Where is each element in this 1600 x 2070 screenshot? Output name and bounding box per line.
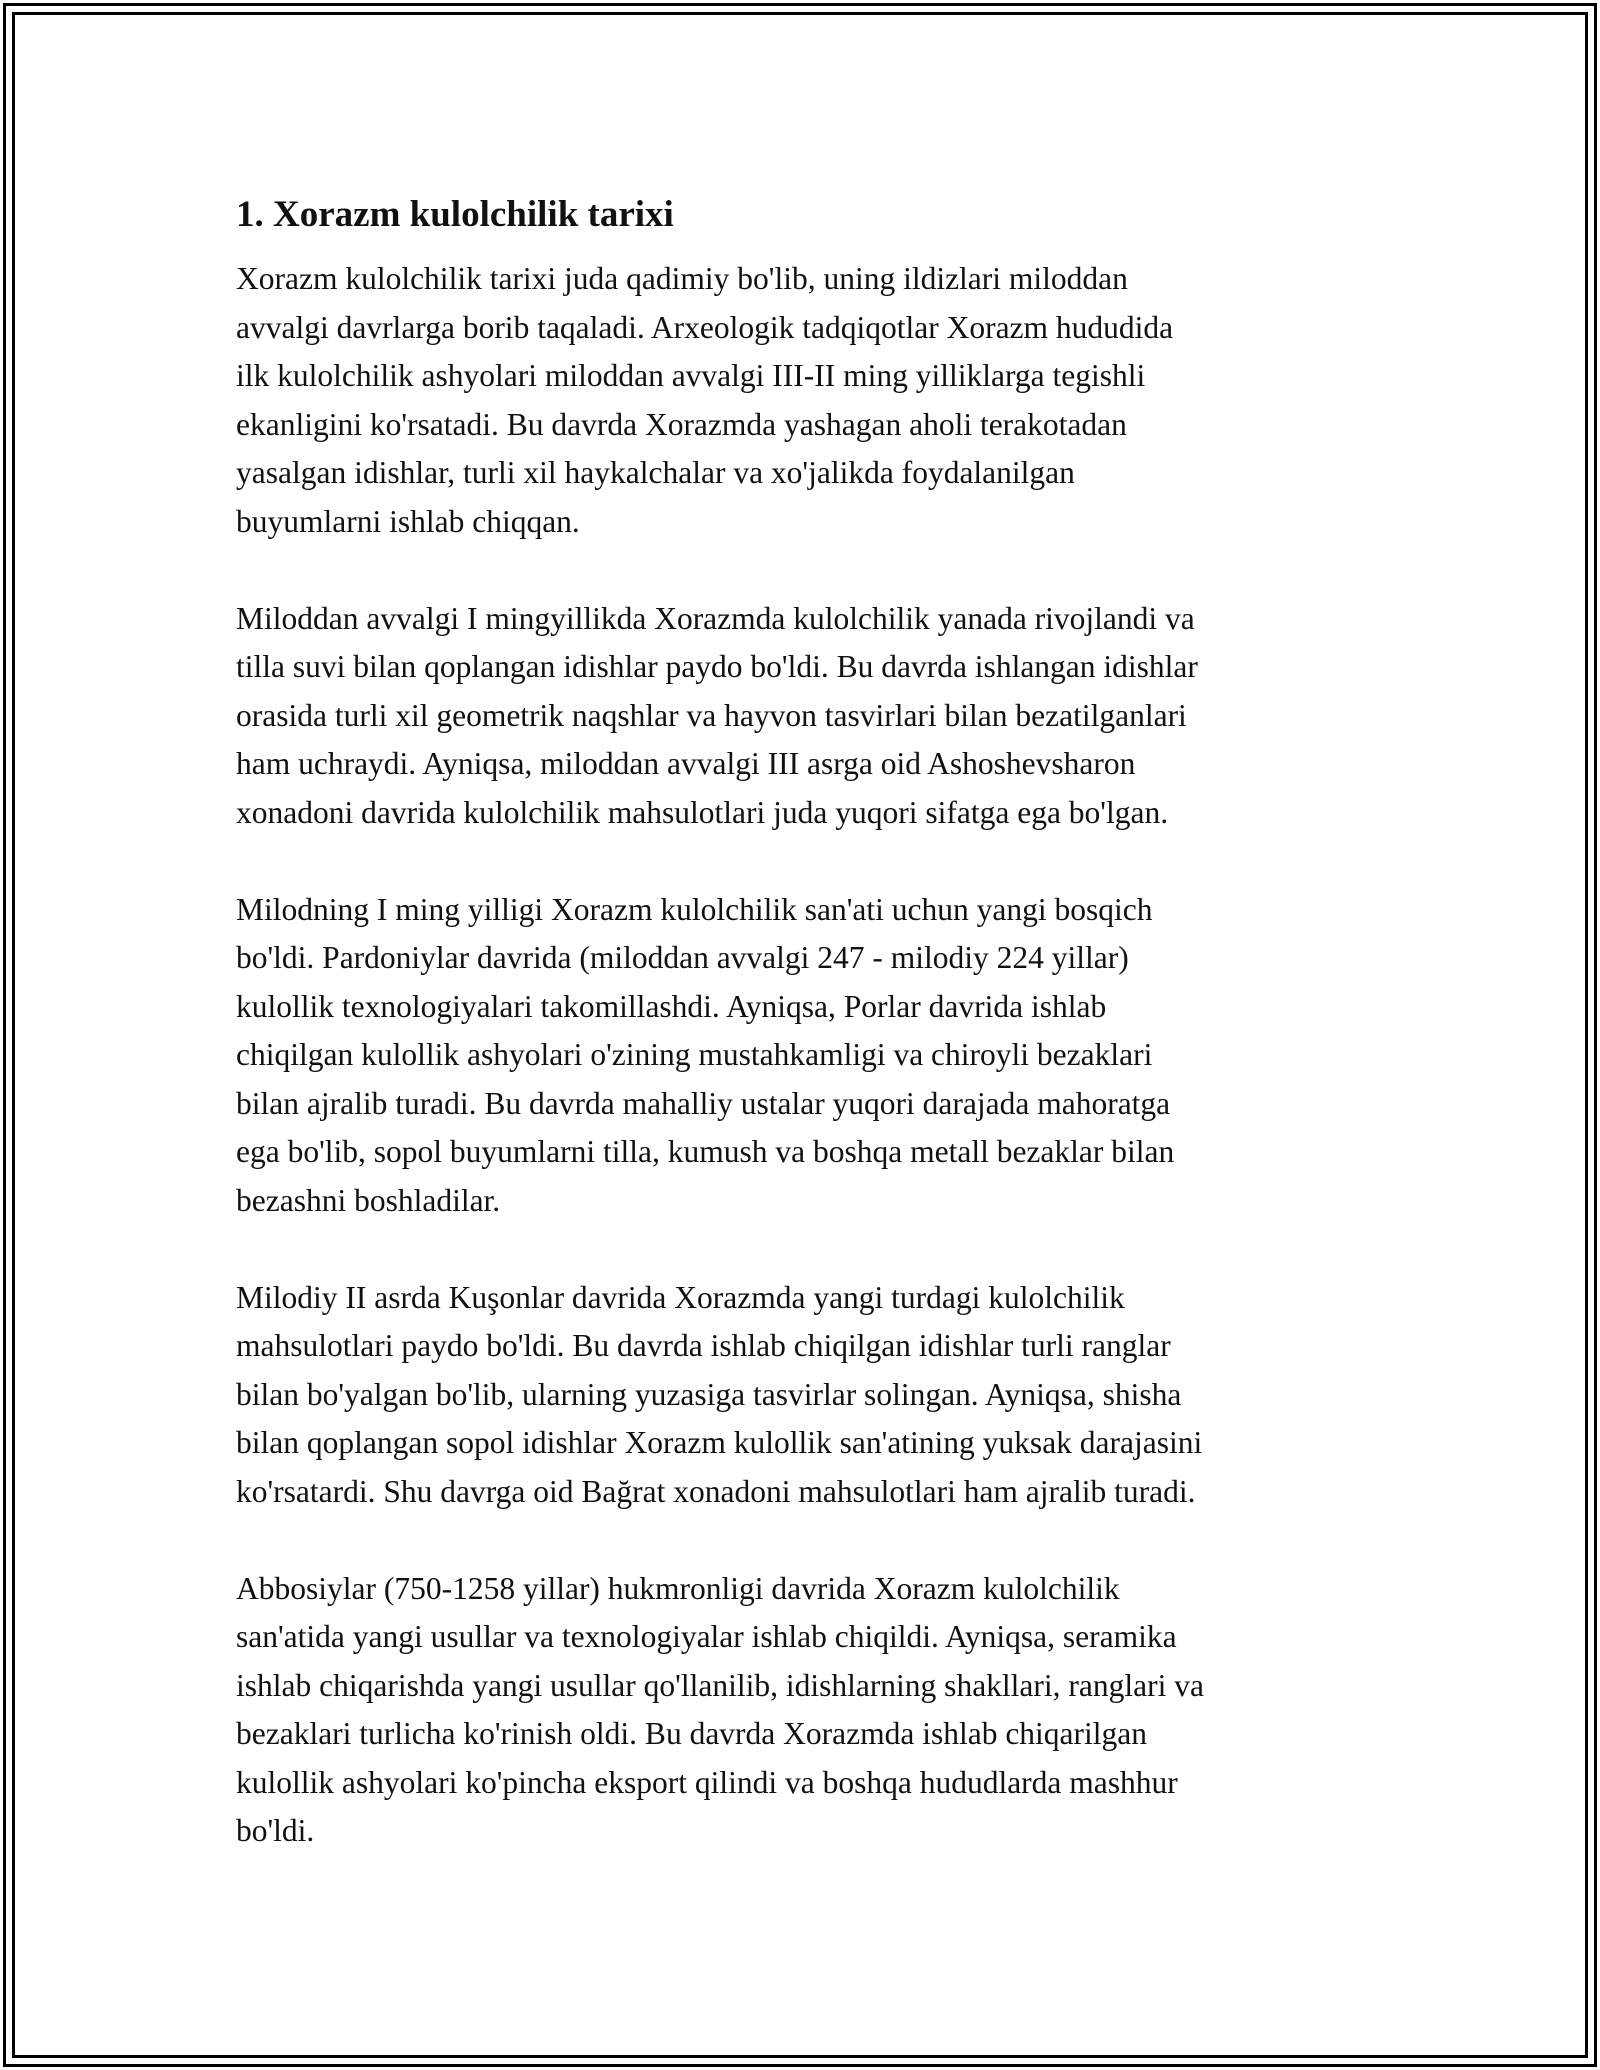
- paragraph: [236, 595, 1376, 838]
- paragraph: [236, 1274, 1376, 1517]
- paragraph: [236, 886, 1376, 1226]
- paragraph-line: Milodiy II asrda Kuşonlar davrida Xorazmda yangi turdagi kulolchilik: [236, 1279, 1125, 1315]
- paragraph-line: bilan bo'yalgan bo'lib, ularning yuzasiga tasvirlar solingan. Ayniqsa, shisha: [236, 1376, 1182, 1412]
- paragraph-line: yasalgan idishlar, turli xil haykalchalar va xo'jalikda foydalanilgan: [236, 455, 1075, 490]
- paragraph-line: orasida turli xil geometrik naqshlar va hayvon tasvirlari bilan bezatilganlari: [236, 697, 1187, 733]
- paragraph-line: ko'rsatardi. Shu davrga oid Bağrat xonadoni mahsulotlari ham ajralib turadi.: [236, 1473, 1196, 1509]
- paragraph-line: san'atida yangi usullar va texnologiyalar ishlab chiqildi. Ayniqsa, seramika: [236, 1619, 1177, 1654]
- paragraph-line: Milodning I ming yilligi Xorazm kulolchilik san'ati uchun yangi bosqich: [236, 891, 1153, 927]
- paragraph-line: kulollik ashyolari ko'pincha eksport qilindi va boshqa hududlarda mashhur: [236, 1764, 1178, 1800]
- paragraph-line: avvalgi davrlarga borib taqaladi. Arxeologik tadqiqotlar Xorazm hududida: [236, 309, 1174, 345]
- paragraph: [236, 255, 1376, 546]
- paragraph-line: Abbosiylar (750-1258 yillar) hukmronligi davrida Xorazm kulolchilik: [236, 1570, 1120, 1606]
- paragraph-line: bezaklari turlicha ko'rinish oldi. Bu davrda Xorazmda ishlab chiqarilgan: [236, 1716, 1148, 1751]
- document-body: [236, 185, 1376, 1904]
- paragraph-line: bilan ajralib turadi. Bu davrda mahalliy ustalar yuqori darajada mahoratga: [236, 1085, 1171, 1121]
- paragraph-line: xonadoni davrida kulolchilik mahsulotlari juda yuqori sifatga ega bo'lgan.: [236, 794, 1169, 830]
- paragraph-line: ekanligini ko'rsatadi. Bu davrda Xorazmda yashagan aholi terakotadan: [236, 406, 1127, 442]
- paragraph-line: bo'ldi.: [236, 1813, 315, 1848]
- paragraph-list: [236, 255, 1376, 1856]
- paragraph-line: ishlab chiqarishda yangi usullar qo'llanilib, idishlarning shakllari, ranglari va: [236, 1667, 1204, 1703]
- paragraph-line: chiqilgan kulollik ashyolari o'zining mustahkamligi va chiroyli bezaklari: [236, 1037, 1153, 1072]
- paragraph-line: ham uchraydi. Ayniqsa, miloddan avvalgi III asrga oid Ashoshevsharon: [236, 746, 1136, 781]
- paragraph-line: Xorazm kulolchilik tarixi juda qadimiy bo'lib, uning ildizlari miloddan: [236, 261, 1128, 296]
- paragraph-line: bezashni boshladilar.: [236, 1182, 501, 1218]
- paragraph-line: bo'ldi. Pardoniylar davrida (miloddan avvalgi 247 - milodiy 224 yillar): [236, 940, 1129, 975]
- paragraph-line: buyumlarni ishlab chiqqan.: [236, 503, 580, 539]
- paragraph-line: kulollik texnologiyalari takomillashdi. Ayniqsa, Porlar davrida ishlab: [236, 988, 1107, 1024]
- paragraph-line: bilan qoplangan sopol idishlar Xorazm kulollik san'atining yuksak darajasini: [236, 1425, 1203, 1460]
- paragraph: [236, 1565, 1376, 1856]
- paragraph-line: ega bo'lib, sopol buyumlarni tilla, kumush va boshqa metall bezaklar bilan: [236, 1134, 1175, 1169]
- paragraph-line: tilla suvi bilan qoplangan idishlar paydo bo'ldi. Bu davrda ishlangan idishlar: [236, 649, 1198, 684]
- paragraph-line: mahsulotlari paydo bo'ldi. Bu davrda ishlab chiqilgan idishlar turli ranglar: [236, 1328, 1171, 1363]
- paragraph-line: Miloddan avvalgi I mingyillikda Xorazmda kulolchilik yanada rivojlandi va: [236, 600, 1195, 636]
- section-heading: 1. Xorazm kulolchilik tarixi: [236, 194, 674, 235]
- paragraph-line: ilk kulolchilik ashyolari miloddan avvalgi III-II ming yilliklarga tegishli: [236, 358, 1146, 393]
